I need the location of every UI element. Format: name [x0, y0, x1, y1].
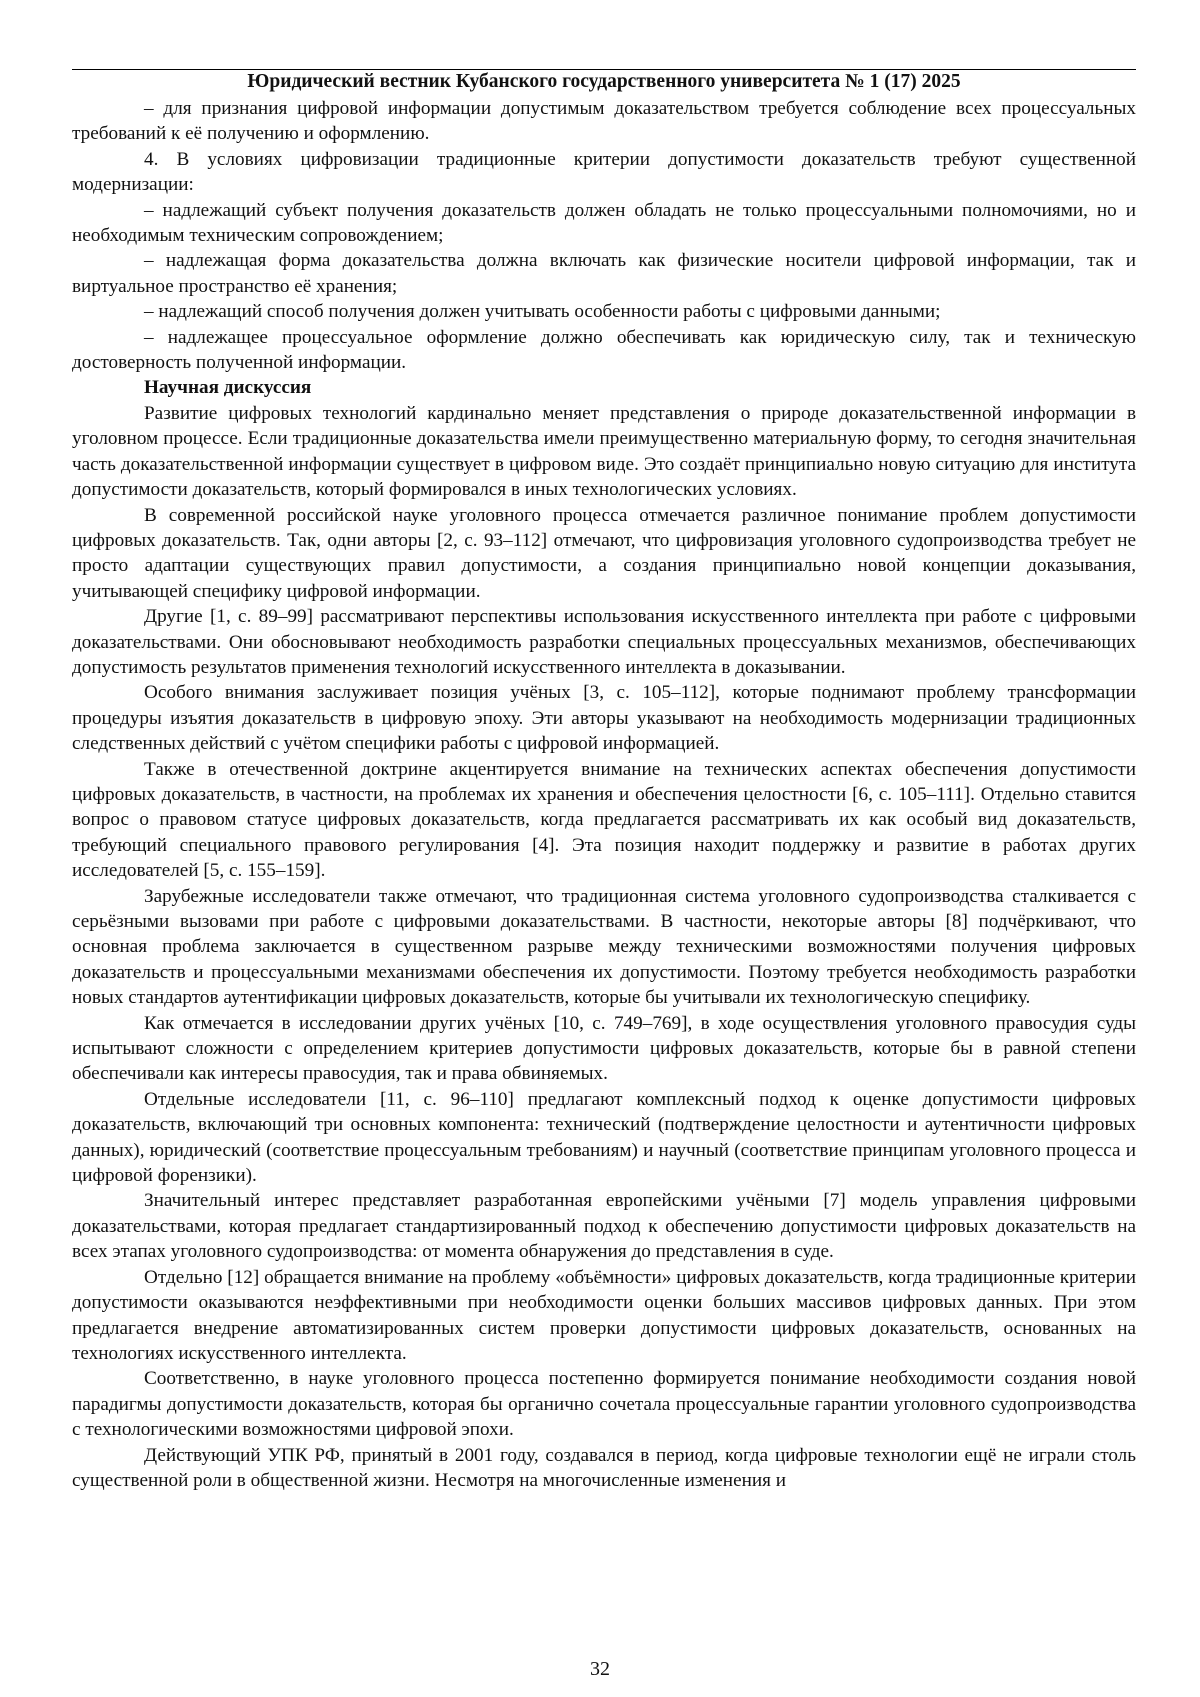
paragraph: Значительный интерес представляет разработанная европейскими учёными [7] модель управления цифровыми доказательствами, которая предлагает стандартизированный подход к обеспечению допустимости цифровых доказательств на всех этапах уголовного судопроизводства: от момента обнаружения до представления в суде. [72, 1190, 1136, 1263]
paragraph: Отдельные исследователи [11, с. 96–110] предлагают комплексный подход к оценке допустимости цифровых доказательств, включающий три основных компонента: технический (подтверждение целостности и аутентичности цифровых данных), юридический (соответствие процессуальным требованиям) и научный (соответствие принципам уголовного процесса и цифровой форензики). [72, 1088, 1136, 1187]
section-heading: Научная дискуссия [144, 377, 312, 399]
paragraph: – надлежащий способ получения должен учитывать особенности работы с цифровыми данными; [144, 301, 941, 323]
paragraph: Отдельно [12] обращается внимание на проблему «объёмности» цифровых доказательств, когда традиционные критерии допустимости оказываются неэффективными при необходимости оценки больших массивов цифровых данных. При этом предлагается внедрение автоматизированных систем проверки допустимости цифровых доказательств, основанных на технологиях искусственного интеллекта. [72, 1266, 1136, 1364]
paragraph: Также в отечественной доктрине акцентируется внимание на технических аспектах обеспечения допустимости цифровых доказательств, в частности, на проблемах их хранения и обеспечения целостности [6, с. 105–111]. Отдельно ставится вопрос о правовом статусе цифровых доказательств, когда предлагается рассматривать их как особый вид доказательств, требующий специального правового регулирования [4]. Эта позиция находит поддержку и развитие в работах других исследователей [5, с. 155–159]. [72, 758, 1136, 882]
paragraph: Соответственно, в науке уголовного процесса постепенно формируется понимание необходимости создания новой парадигмы допустимости доказательств, которая бы органично сочетала процессуальные гарантии уголовного судопроизводства с технологическими возможностями цифровой эпохи. [72, 1368, 1136, 1441]
journal-header: Юридический вестник Кубанского государственного университета № 1 (17) 2025 [247, 71, 961, 92]
paragraph: – надлежащая форма доказательства должна включать как физические носители цифровой информации, так и виртуальное пространство её хранения; [72, 250, 1136, 297]
paragraph: Развитие цифровых технологий кардинально меняет представления о природе доказательственной информации в уголовном процессе. Если традиционные доказательства имели преимущественно материальную форму, то сегодня значительная часть доказательственной информации существует в цифровом виде. Это создаёт принципиально новую ситуацию для института допустимости доказательств, который формировался в иных технологических условиях. [72, 402, 1136, 501]
article-body [72, 96, 1136, 1493]
paragraph: Другие [1, с. 89–99] рассматривают перспективы использования искусственного интеллекта при работе с цифровыми доказательствами. Они обосновывают необходимость разработки специальных процессуальных механизмов, обеспечивающих допустимость результатов применения технологий искусственного интеллекта в доказывании. [72, 606, 1136, 678]
paragraph: – для признания цифровой информации допустимым доказательством требуется соблюдение всех процессуальных требований к её получению и оформлению. [72, 98, 1136, 145]
paragraph: Как отмечается в исследовании других учёных [10, с. 749–769], в ходе осуществления уголовного правосудия суды испытывают сложности с определением критериев допустимости цифровых доказательств, которые бы в равной степени обеспечивали как интересы правосудия, так и права обвиняемых. [72, 1012, 1136, 1085]
paragraph: – надлежащий субъект получения доказательств должен обладать не только процессуальными полномочиями, но и необходимым техническим сопровождением; [72, 199, 1136, 247]
paragraph: 4. В условиях цифровизации традиционные критерии допустимости доказательств требуют существенной модернизации: [72, 148, 1136, 196]
paragraph: В современной российской науке уголовного процесса отмечается различное понимание проблем допустимости цифровых доказательств. Так, одни авторы [2, с. 93–112] отмечают, что цифровизация уголовного судопроизводства требует не просто адаптации существующих правил допустимости, а создания принципиально новой концепции доказывания, учитывающей специфику цифровой информации. [72, 504, 1136, 602]
page-number: 32 [590, 1658, 610, 1680]
paragraph: Особого внимания заслуживает позиция учёных [3, с. 105–112], которые поднимают проблему трансформации процедуры изъятия доказательств в цифровую эпоху. Эти авторы указывают на необходимость модернизации традиционных следственных действий с учётом специфики работы с цифровой информацией. [72, 682, 1136, 755]
paragraph: Зарубежные исследователи также отмечают, что традиционная система уголовного судопроизводства сталкивается с серьёзными вызовами при работе с цифровыми доказательствами. В частности, некоторые авторы [8] подчёркивают, что основная проблема заключается в существенном разрыве между техническими возможностями получения цифровых доказательств и процессуальными механизмами обеспечения их допустимости. Поэтому требуется необходимость разработки новых стандартов аутентификации цифровых доказательств, которые бы учитывали их технологическую специфику. [72, 885, 1136, 1009]
paragraph: Действующий УПК РФ, принятый в 2001 году, создавался в период, когда цифровые технологии ещё не играли столь существенной роли в общественной жизни. Несмотря на многочисленные изменения и [72, 1444, 1136, 1491]
paragraph: – надлежащее процессуальное оформление должно обеспечивать как юридическую силу, так и техническую достоверность полученной информации. [72, 326, 1136, 374]
